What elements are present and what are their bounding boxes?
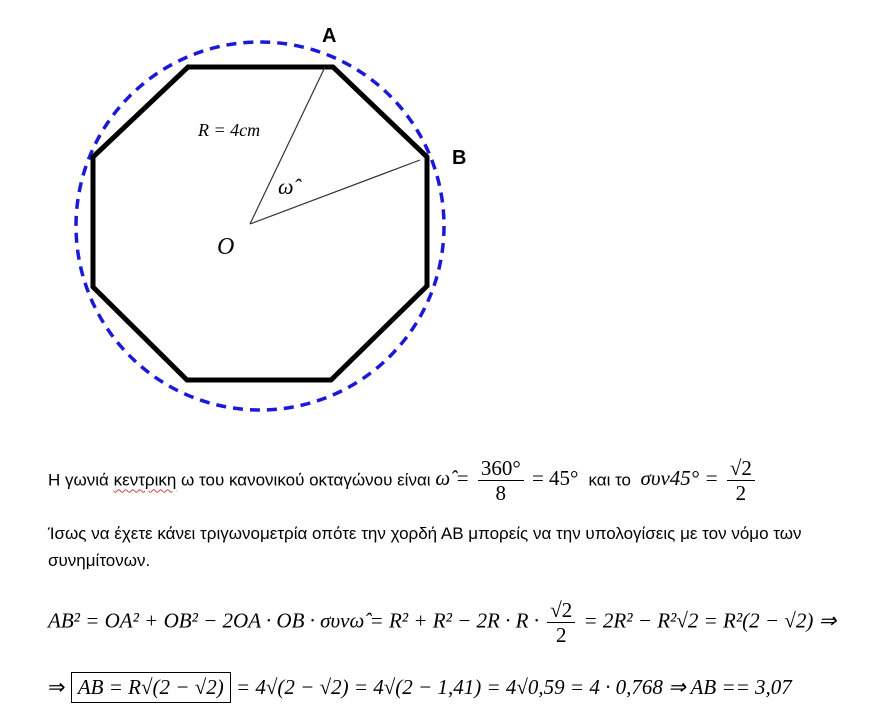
eq1-part1: AB² = OA² + OB² − 2OA · OB · συνω̂ = R² + R² − 2R · R · [48, 608, 539, 633]
center-label-o: O [217, 234, 235, 260]
paragraph-law-of-cosines: Ίσως να έχετε κάνει τριγωνομετρία οπότε την χορδή ΑΒ μπορείς να την υπολογίσεις με τον νόμο των συνημίτονων. [48, 524, 802, 570]
equation-ab-squared [48, 598, 836, 647]
p1-lead: Η γωνιά [48, 470, 114, 490]
boxed-ab-formula: AB = R√(2 − √2) [71, 672, 231, 703]
radius-label: R = 4cm [198, 120, 261, 140]
eq2-arrow: ⇒ [48, 675, 66, 699]
eq1-fraction-num: √2 [547, 598, 575, 623]
vertex-label-a: A [322, 25, 337, 47]
fraction-sqrt2-over-2 [727, 456, 755, 505]
paragraph-central-angle [48, 456, 758, 505]
equals-45: = 45° [531, 466, 579, 491]
eq2-rest: = 4√(2 − √2) = 4√(2 − 1,41) = 4√0,59 = 4 · 0,768 ⇒ AB == 3,07 [235, 675, 792, 699]
omega-hat: ω̂ [435, 466, 451, 491]
p1-rest: ω του κανονικού οκταγώνου είναι [176, 470, 431, 490]
regular-octagon [93, 67, 427, 380]
vertex-label-b: B [452, 147, 467, 169]
numerator-360: 360° [478, 456, 524, 481]
cos45: συν45° = [640, 466, 719, 491]
angle-omega-label: ω̂ [278, 174, 294, 199]
equation-ab-result [48, 672, 792, 703]
omega-formula: ω̂ = $\frac{360^\circ}{8}$ = 45° [435, 456, 579, 505]
kai-to: και το [588, 470, 632, 490]
cos45-formula [640, 456, 757, 505]
denominator-8: 8 [495, 481, 507, 505]
eq1-fraction [547, 598, 575, 647]
eq1-part2: = 2R² − R²√2 = R²(2 − √2) ⇒ [583, 608, 837, 633]
denominator-2: 2 [735, 481, 747, 505]
circumscribed-circle [76, 42, 444, 410]
numerator-sqrt2: √2 [727, 456, 755, 481]
fraction-360-over-8 [478, 456, 524, 505]
misspelled-word: κεντρικη [113, 470, 177, 490]
eq1-fraction-den: 2 [555, 623, 567, 647]
